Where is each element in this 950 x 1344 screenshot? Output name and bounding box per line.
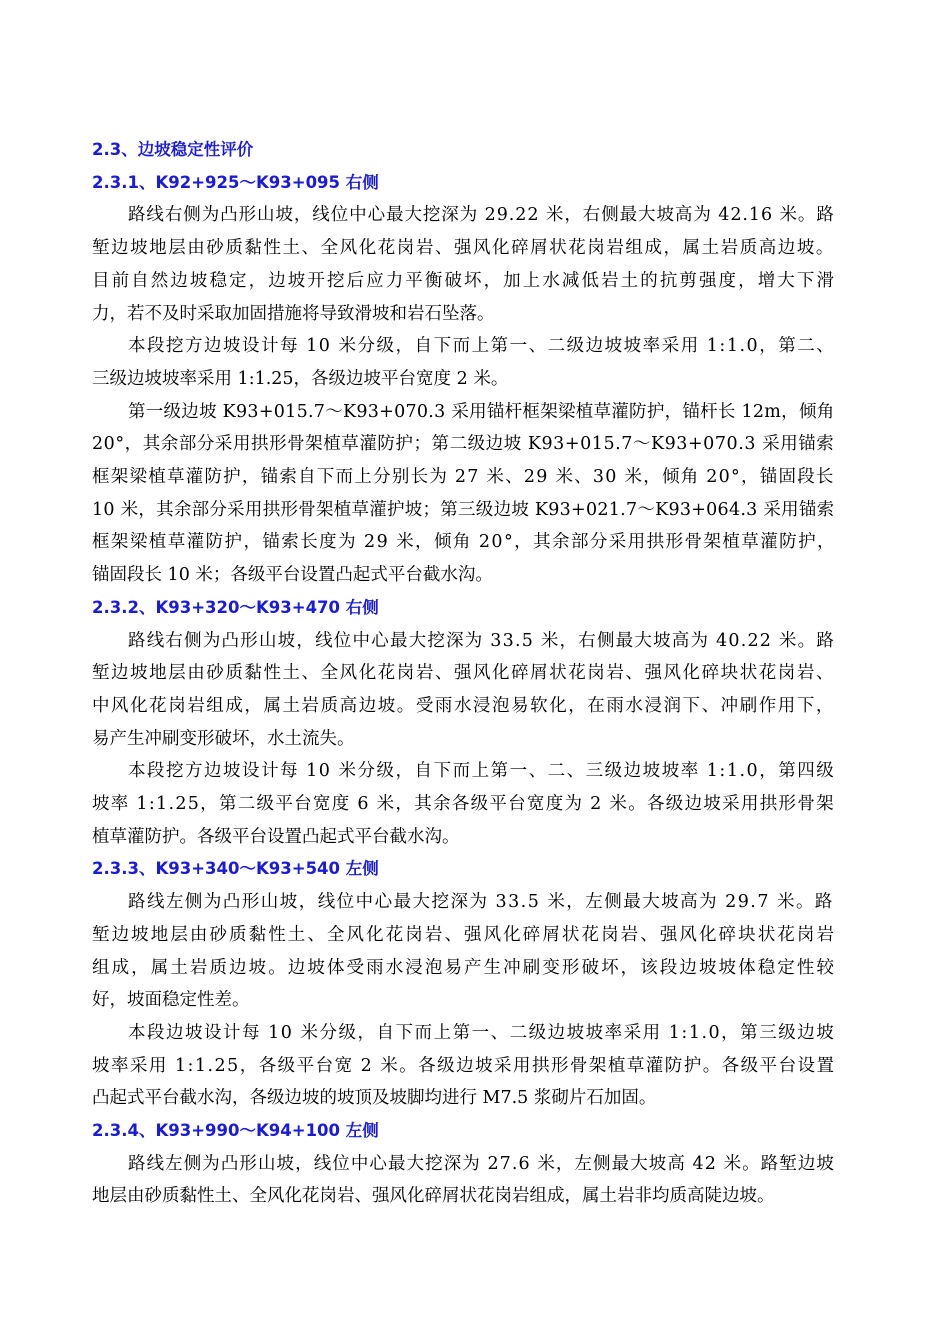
paragraph-line: 三级边坡坡率采用 1:1.25，各级边坡平台宽度 2 米。	[92, 368, 509, 389]
subsection-heading: 2.3.1、K92+925～K93+095 右侧	[92, 172, 379, 192]
paragraph-line: 植草灌防护。各级平台设置凸起式平台截水沟。	[92, 826, 460, 847]
paragraph-line: 力，若不及时采取加固措施将导致滑坡和岩石坠落。	[92, 303, 495, 324]
paragraph-line: 好，坡面稳定性差。	[92, 990, 250, 1011]
paragraph-line: 坡率采用 1:1.25，各级平台宽 2 米。各级边坡采用拱形骨架植草灌防护。各级平台设置	[92, 1055, 836, 1076]
paragraph-line: 路线左侧为凸形山坡，线位中心最大挖深为 33.5 米，左侧最大坡高为 29.7 米。路	[128, 892, 834, 913]
paragraph-line: 本段边坡设计每 10 米分级，自下而上第一、二级边坡坡率采用 1:1.0，第三级边坡	[128, 1022, 836, 1043]
paragraph-line: 中风化花岗岩组成，属土岩质高边坡。受雨水浸泡易软化，在雨水浸润下、冲刷作用下，	[92, 695, 835, 716]
paragraph-line: 堑边坡地层由砂质黏性土、全风化花岗岩、强风化碎屑状花岗岩、强风化碎块状花岗岩、	[92, 663, 835, 684]
paragraph-line: 路线右侧为凸形山坡，线位中心最大挖深为 33.5 米，右侧最大坡高为 40.22 米。路	[128, 630, 836, 651]
paragraph-line: 地层由砂质黏性土、全风化花岗岩、强风化碎屑状花岗岩组成，属土岩非均质高陡边坡。	[92, 1186, 775, 1207]
subsection-heading: 2.3.2、K93+320～K93+470 右侧	[92, 597, 379, 617]
paragraph-line: 组成，属土岩质边坡。边坡体受雨水浸泡易产生冲刷变形破坏，该段边坡坡体稳定性较	[92, 957, 837, 978]
paragraph-line: 锚固段长 10 米；各级平台设置凸起式平台截水沟。	[92, 565, 493, 586]
paragraph-line: 目前自然边坡稳定，边坡开挖后应力平衡破坏，加上水减低岩土的抗剪强度，增大下滑	[92, 270, 837, 291]
paragraph-line: 框架梁植草灌防护，锚索自下而上分别长为 27 米、29 米、30 米，倾角 20°，锚固段长	[92, 467, 835, 487]
subsection-heading: 2.3.4、K93+990～K94+100 左侧	[92, 1121, 379, 1140]
paragraph-line: 第一级边坡 K93+015.7～K93+070.3 采用锚杆框架梁植草灌防护，锚杆长 12m，倾角	[128, 401, 835, 422]
paragraph-line: 路线左侧为凸形山坡，线位中心最大挖深为 27.6 米，左侧最大坡高 42 米。路堑边坡	[128, 1153, 835, 1174]
paragraph-line: 20°，其余部分采用拱形骨架植草灌防护；第二级边坡 K93+015.7～K93+070.3 采用锚索	[92, 434, 835, 455]
paragraph-line: 堑边坡地层由砂质黏性土、全风化花岗岩、强风化碎屑状花岗岩组成，属土岩质高边坡。	[92, 238, 835, 259]
paragraph-line: 框架梁植草灌防护，锚索长度为 29 米，倾角 20°，其余部分采用拱形骨架植草灌防护，	[92, 532, 836, 553]
section-heading: 2.3、边坡稳定性评价	[92, 140, 254, 159]
subsection-heading: 2.3.3、K93+340～K93+540 左侧	[92, 859, 379, 879]
paragraph-line: 路线右侧为凸形山坡，线位中心最大挖深为 29.22 米，右侧最大坡高为 42.16 米。路	[128, 205, 835, 226]
paragraph-line: 本段挖方边坡设计每 10 米分级，自下而上第一、二、三级边坡坡率 1:1.0，第四级	[128, 761, 836, 782]
paragraph-line: 凸起式平台截水沟，各级边坡的坡顶及坡脚均进行 M7.5 浆砌片石加固。	[92, 1088, 657, 1109]
paragraph-line: 易产生冲刷变形破坏，水土流失。	[92, 728, 355, 749]
paragraph-line: 堑边坡地层由砂质黏性土、全风化花岗岩、强风化碎屑状花岗岩、强风化碎块状花岗岩	[92, 924, 837, 945]
paragraph-line: 坡率 1:1.25，第二级平台宽度 6 米，其余各级平台宽度为 2 米。各级边坡采用拱形骨架	[92, 794, 835, 814]
paragraph-line: 10 米，其余部分采用拱形骨架植草灌护坡；第三级边坡 K93+021.7～K93+064.3 采用锚索	[92, 499, 835, 520]
paragraph-line: 本段挖方边坡设计每 10 米分级，自下而上第一、二级边坡坡率采用 1:1.0，第二、	[128, 336, 836, 357]
